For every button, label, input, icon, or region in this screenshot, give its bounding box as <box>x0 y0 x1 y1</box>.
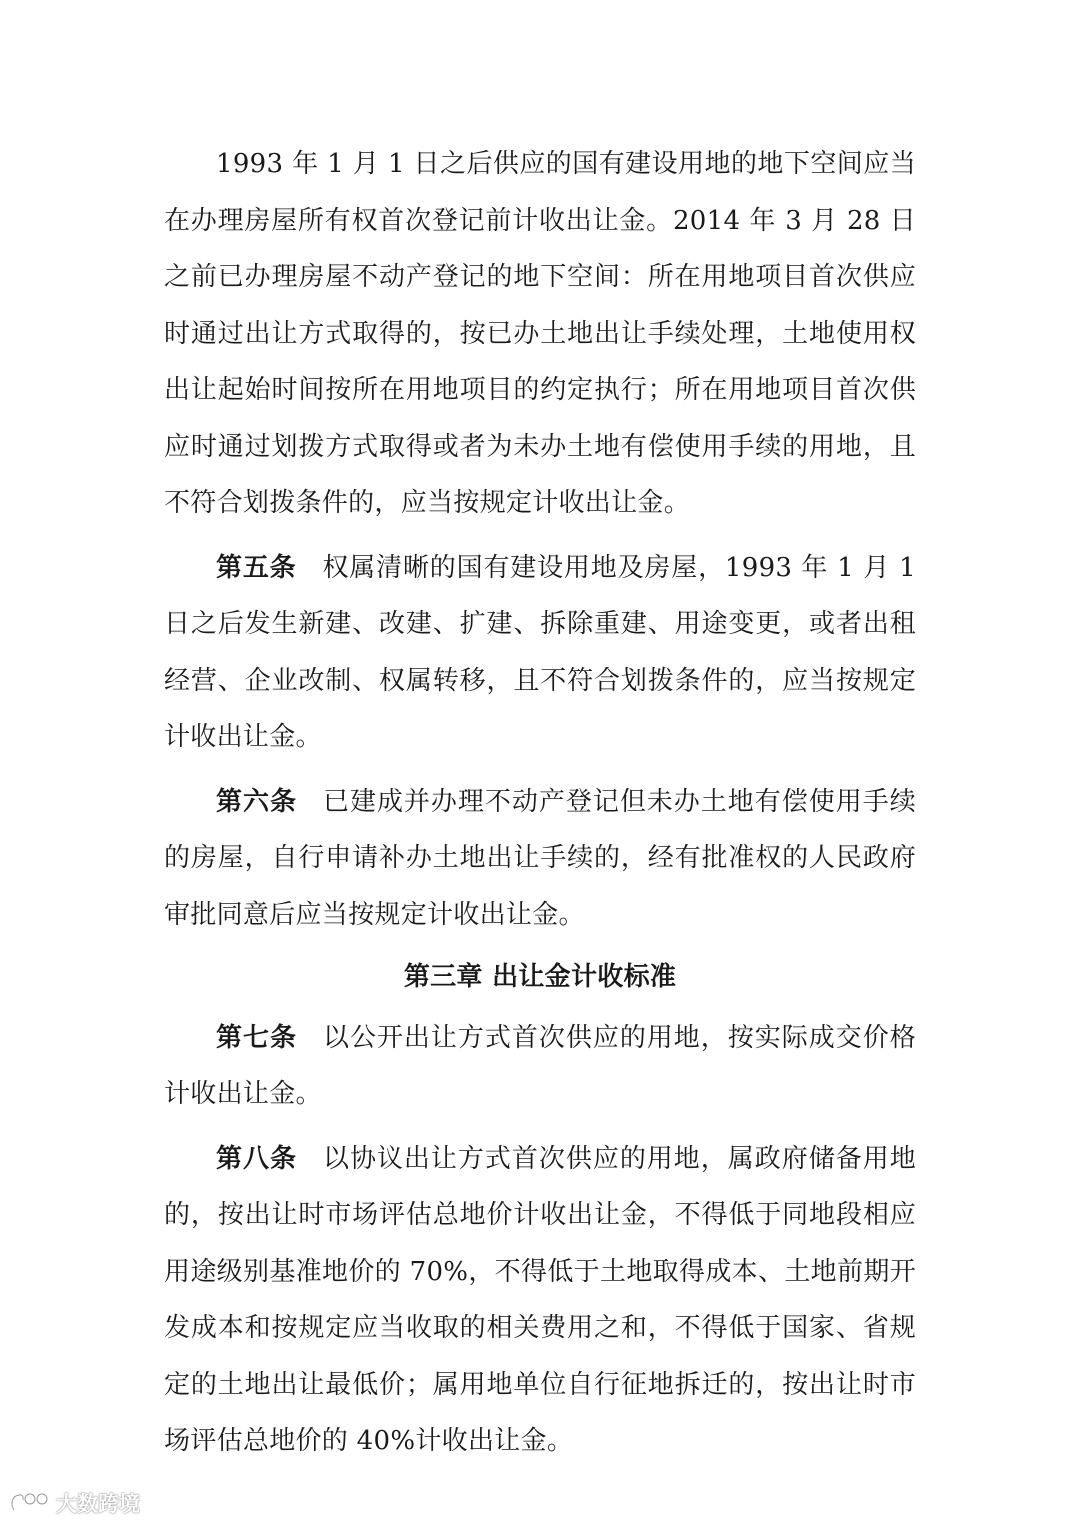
watermark-text: 大数跨境 <box>56 1492 140 1516</box>
watermark <box>8 1488 140 1518</box>
article-text: 权属清晰的国有建设用地及房屋，1993 年 1 月 1 日之后发生新建、改建、扩建、拆除重建、用途变更，或者出租经营、企业改制、权属转移，且不符合划拨条件的，应当按规定计收出让金。 <box>164 552 916 752</box>
article-number: 第七条 <box>216 1022 297 1053</box>
document-body <box>164 136 916 1470</box>
chapter-title: 第三章 出让金计收标准 <box>403 962 677 992</box>
article-6 <box>164 774 916 944</box>
paragraph-text: 1993 年 1 月 1 日之后供应的国有建设用地的地下空间应当在办理房屋所有权首次登记前计收出让金。2014 年 3 月 28 日之前已办理房屋不动产登记的地下空间：所在用地项目首次供应时通过出让方式取得的，按已办土地出让手续处理，土地使用权出让起始时间按所在用地项目的约定执行；所在用地项目首次供应时通过划拨方式取得或者为未办土地有偿使用手续的用地，且不符合划拨条件的，应当按规定计收出让金。 <box>164 149 916 518</box>
paragraph-underground-space <box>164 136 916 532</box>
article-5 <box>164 540 916 766</box>
article-8 <box>164 1131 916 1470</box>
article-7 <box>164 1010 916 1123</box>
article-text: 以公开出让方式首次供应的用地，按实际成交价格计收出让金。 <box>164 1022 916 1109</box>
article-text: 已建成并办理不动产登记但未办土地有偿使用手续的房屋，自行申请补办土地出让手续的，经有批准权的人民政府审批同意后应当按规定计收出让金。 <box>164 786 916 930</box>
article-text: 以协议出让方式首次供应的用地，属政府储备用地的，按出让时市场评估总地价计收出让金，不得低于同地段相应用途级别基准地价的 70%，不得低于土地取得成本、土地前期开发成本和按规定应当收取的相关费用之和，不得低于国家、省规定的土地出让最低价；属用地单位自行征地拆迁的，按出让时市场评估总地价的 40%计收出让金。 <box>164 1143 916 1456</box>
article-number: 第五条 <box>216 552 297 583</box>
article-number: 第八条 <box>216 1143 297 1174</box>
article-number: 第六条 <box>216 786 297 817</box>
logo-icon <box>8 1490 52 1516</box>
